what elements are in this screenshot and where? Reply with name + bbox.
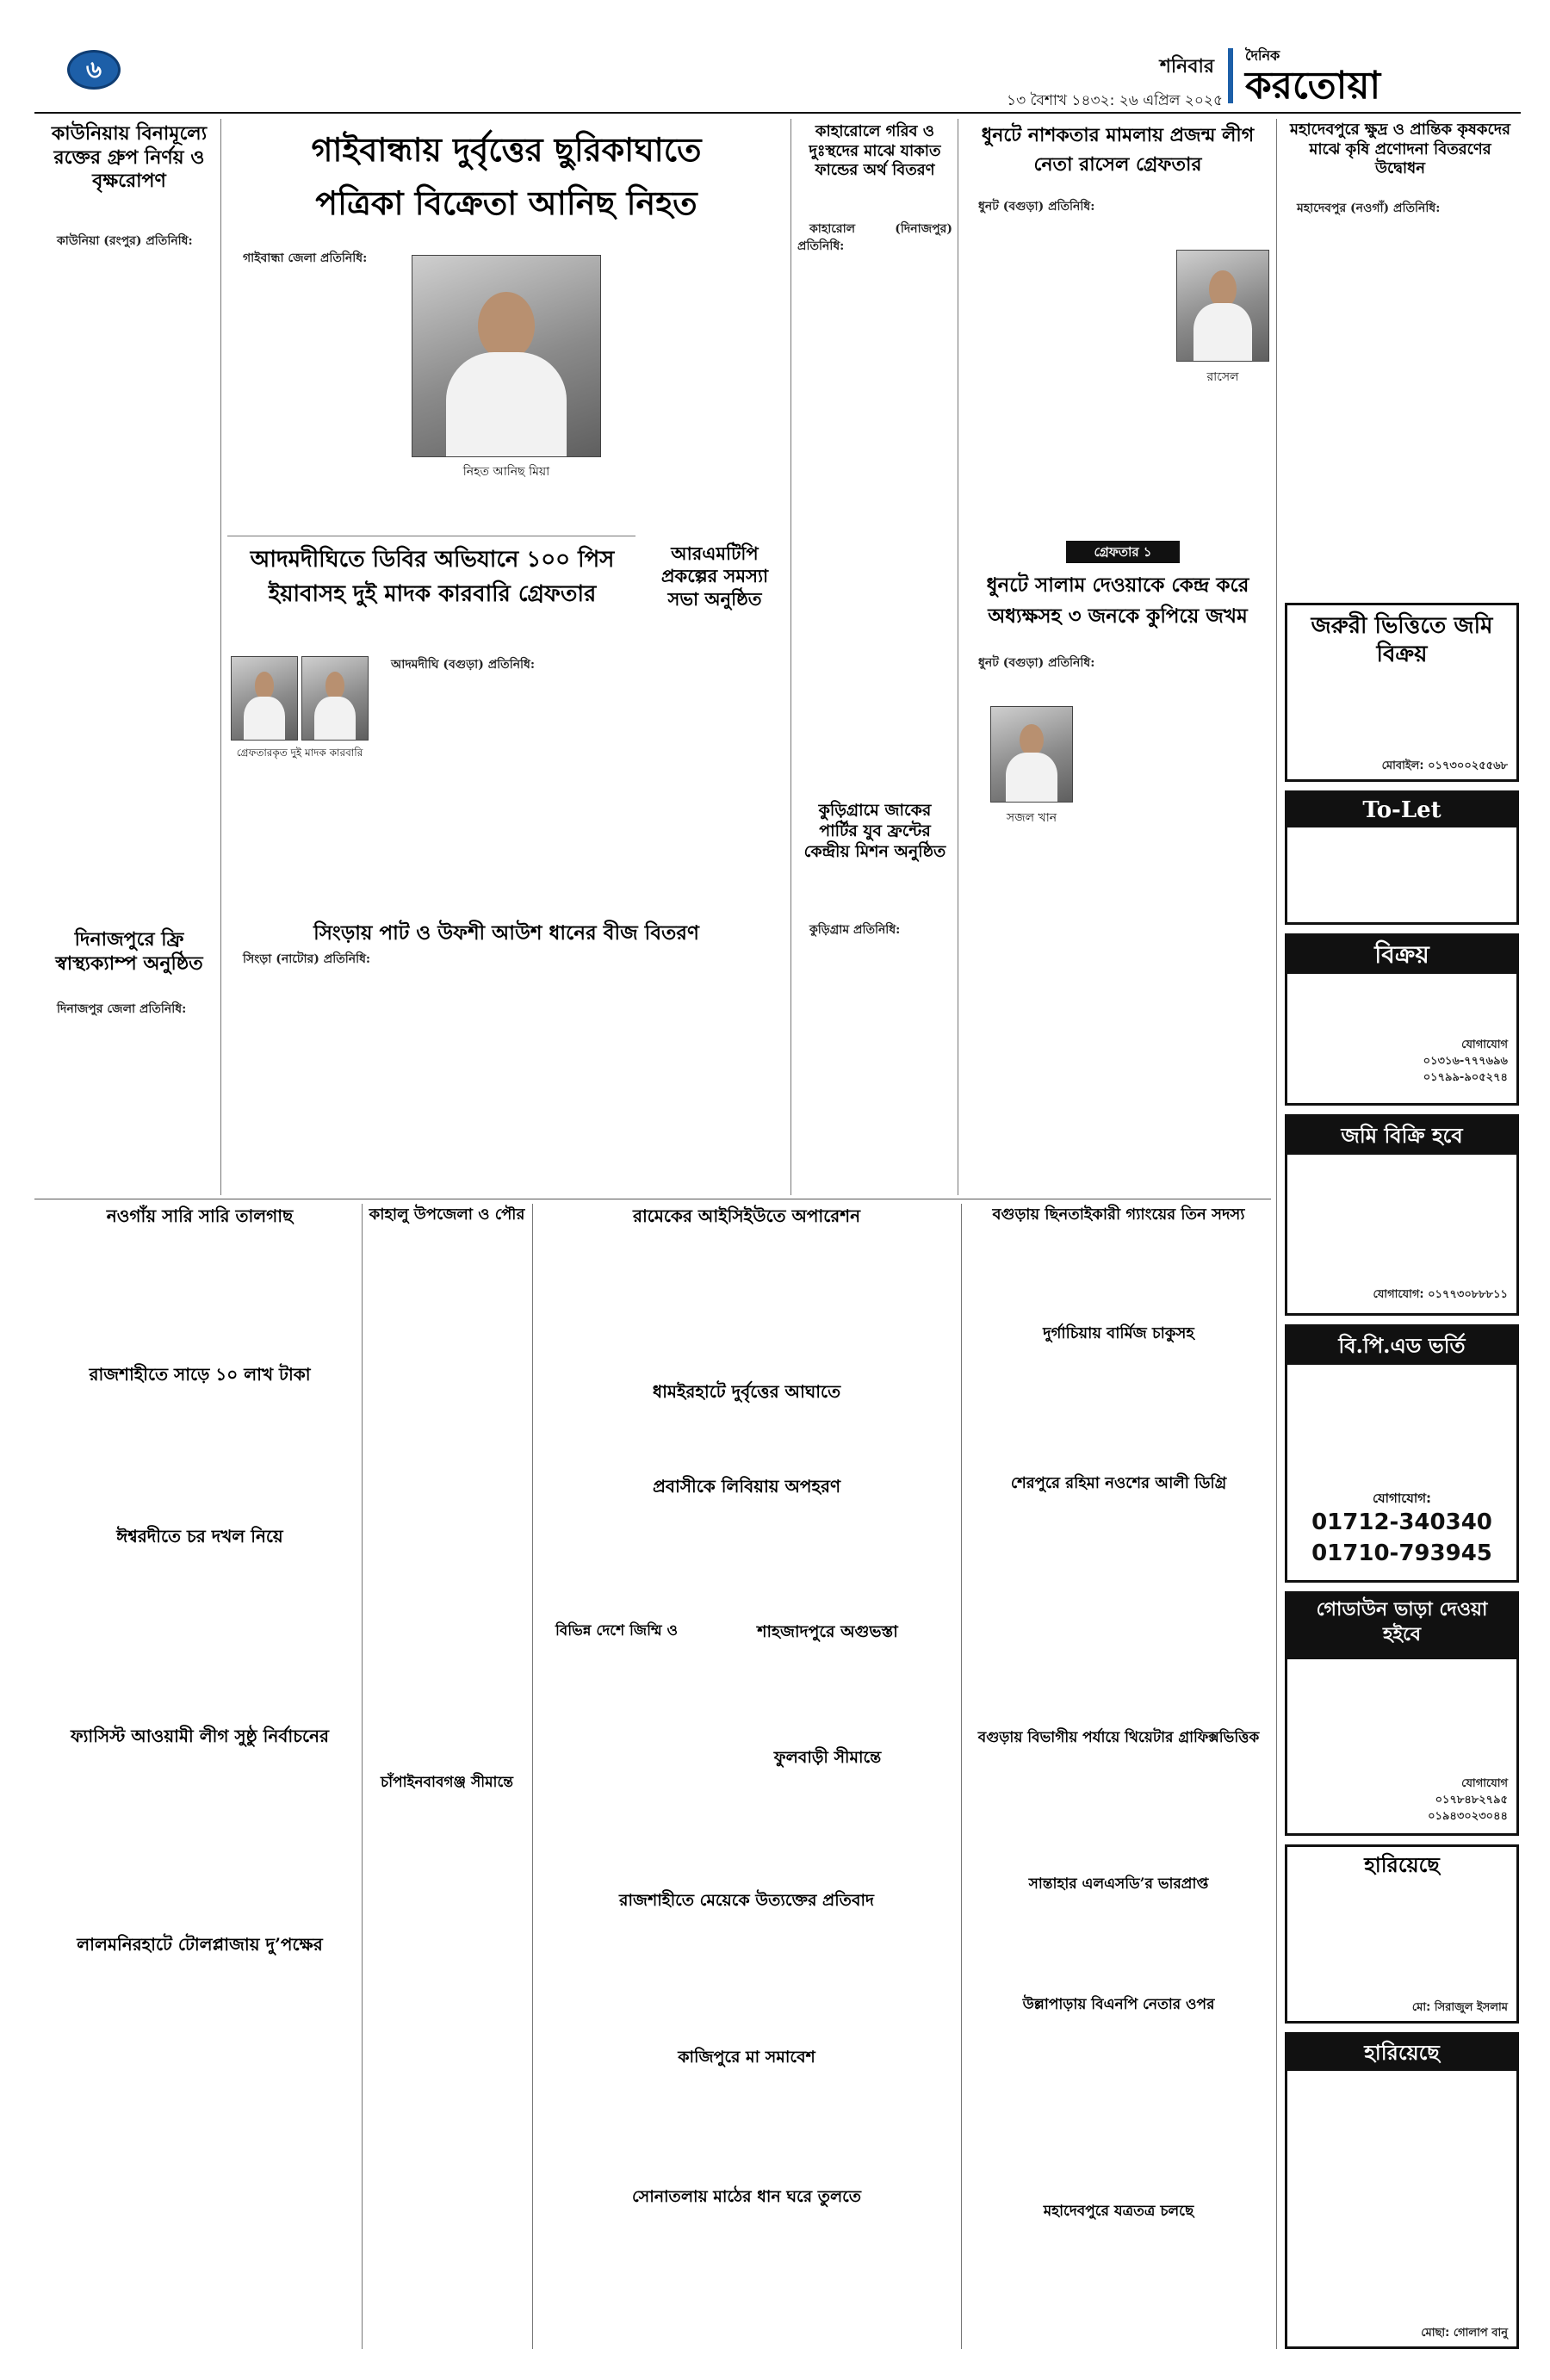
rajshahi-taka-body bbox=[45, 1393, 355, 1519]
ad-tolet-title: To-Let bbox=[1287, 793, 1516, 827]
lead-headline-line-1: গাইবান্ধায় দুর্বৃত্তের ছুরিকাঘাতে bbox=[311, 130, 702, 169]
fascist-headline: ফ্যাসিস্ট আওয়ামী লীগ সুষ্ঠু নির্বাচনের bbox=[71, 1726, 329, 1746]
fulbari-body bbox=[701, 1777, 954, 1886]
shahjadpur-headline: শাহজাদপুরে অগুভস্তা bbox=[757, 1622, 898, 1641]
kahalu-headline: কাহালু উপজেলা ও পৌর bbox=[369, 1205, 525, 1224]
ad-jomi-bikri-text bbox=[1296, 1162, 1508, 1282]
header-day: শনিবার bbox=[1159, 56, 1214, 77]
shahjadpur-body bbox=[701, 1652, 954, 1743]
dhunat-rasel-headline: ধুনটে নাশকতার মামলায় প্রজন্ম লীগ নেতা রাসেল গ্রেফতার bbox=[981, 124, 1255, 177]
naogaon-tal-body bbox=[45, 1235, 355, 1355]
dhunat-salam-body-3 bbox=[966, 832, 1269, 1193]
bibhinna-headline: বিভিন্ন দেশে জিম্মি ও bbox=[555, 1622, 679, 1639]
kazipur-body bbox=[539, 2077, 954, 2180]
ullapara-body bbox=[968, 2024, 1269, 2196]
ad-jomi-bikri bbox=[1285, 1114, 1519, 1316]
kurigram-headline: কুড়িগ্রামে জাকের পার্টির যুব ফ্রন্টের কেন্দ্রীয় মিশন অনুষ্ঠিত bbox=[803, 801, 946, 861]
ad-bped-phone-1: 01712-340340 bbox=[1311, 1509, 1492, 1535]
sherpur-headline: শেরপুরে রহিমা নওশের আলী ডিগ্রি bbox=[1010, 1474, 1227, 1492]
rmtp-headline: আরএমটিপি প্রকল্পের সমস্যা সভা অনুষ্ঠিত bbox=[660, 542, 769, 610]
ullapara-headline: উল্লাপাড়ায় বিএনপি নেতার ওপর bbox=[1022, 1996, 1215, 2013]
adamdighi-headline: আদমদীঘিতে ডিবির অভিযানে ১০০ পিস ইয়াবাসহ দুই মাদক কারবারি গ্রেফতার bbox=[250, 547, 615, 608]
singra-body: সিংড়া (নাটোর) প্রতিনিধি: bbox=[243, 952, 371, 966]
ad-bikroy-contact: যোগাযোগ ০১৩১৬-৭৭৭৬৯৬ ০১৭৯৯-৯০৫২৭৪ bbox=[1423, 1038, 1508, 1084]
ad-bikroy-text bbox=[1296, 981, 1508, 1032]
ishwardi-body bbox=[45, 1555, 355, 1720]
singra-headline: সিংড়ায় পাট ও উফশী আউশ ধানের বীজ বিতরণ bbox=[313, 921, 699, 945]
ad-jomi-kroy-title: জরুরী ভিত্তিতে জমি বিক্রয় bbox=[1311, 613, 1493, 667]
ad-harieche-1 bbox=[1285, 1844, 1519, 2024]
theatre-headline: বগুড়ায় বিভাগীয় পর্যায়ে থিয়েটার গ্রাফিক্সভিত্তিক bbox=[977, 1729, 1260, 1746]
bibhinna-body bbox=[539, 1667, 694, 1822]
column-rule bbox=[532, 1204, 533, 2349]
durpachia-headline: দুর্গাচিয়ায় বার্মিজ চাকুসহ bbox=[1043, 1324, 1194, 1342]
column-rule bbox=[790, 119, 791, 1195]
adamdighi-caption: গ্রেফতারকৃত দুই মাদক কারবারি bbox=[236, 747, 363, 759]
ad-godown-text bbox=[1296, 1668, 1508, 1771]
chhintai-headline: বগুড়ায় ছিনতাইকারী গ্যাংয়ের তিন সদস্য bbox=[992, 1205, 1245, 1224]
lalmonirhat-headline: লালমনিরহাটে টোলপ্লাজায় দু’পক্ষের bbox=[77, 1934, 323, 1955]
kahalu-body bbox=[369, 1235, 525, 1769]
ad-bikroy bbox=[1285, 933, 1519, 1106]
ad-harieche-1-signer: মো: সিরাজুল ইসলাম bbox=[1411, 2001, 1508, 2014]
rmtp-body bbox=[646, 635, 784, 799]
ad-godown bbox=[1285, 1591, 1519, 1836]
zakat-body: কাহারোল (দিনাজপুর) প্রতিনিধি: bbox=[797, 222, 952, 254]
ramek-body bbox=[539, 1235, 954, 1374]
adamdighi-body-2 bbox=[231, 766, 374, 914]
lalmonirhat-body bbox=[45, 1963, 355, 2349]
mohadebpur-body: মহাদেবপুর (নওগাঁ) প্রতিনিধি: bbox=[1297, 201, 1441, 215]
lead-body-left: গাইবান্ধা জেলা প্রতিনিধি: bbox=[243, 251, 368, 265]
ad-jomi-bikri-title: জমি বিক্রি হবে bbox=[1287, 1117, 1516, 1155]
ad-harieche-1-title: হারিয়েছে bbox=[1364, 1852, 1440, 1877]
ad-jomi-kroy-contact: মোবাইল: ০১৭৩০০২৫৫৬৮ bbox=[1381, 759, 1508, 772]
rajshahi-meye-headline: রাজশাহীতে মেয়েকে উত্যক্তের প্রতিবাদ bbox=[619, 1891, 874, 1910]
brand-small: দৈনিক bbox=[1245, 47, 1280, 64]
adamdighi-photo-1 bbox=[231, 656, 298, 741]
theatre-body bbox=[968, 1757, 1269, 1869]
durpachia-body bbox=[968, 1354, 1269, 1467]
dhamoirhat-headline: ধামইরহাটে দুর্বৃত্তের আঘাতে bbox=[652, 1381, 841, 1402]
rasel-photo bbox=[1176, 250, 1269, 362]
lead-photo bbox=[412, 255, 601, 457]
header-date: ১৩ বৈশাখ ১৪৩২: ২৬ এপ্রিল ২০২৫ bbox=[1007, 92, 1223, 109]
ad-harieche-2 bbox=[1285, 2032, 1519, 2349]
adamdighi-body: আদমদীঘি (বগুড়া) প্রতিনিধি: bbox=[391, 658, 536, 672]
chapai-body bbox=[369, 1820, 525, 2349]
probashi-body bbox=[539, 1505, 954, 1615]
mohadebpur-jantra-body bbox=[968, 2230, 1269, 2349]
fascist-body bbox=[45, 1755, 355, 1927]
dinajpur-body: দিনাজপুর জেলা প্রতিনিধি: bbox=[57, 1002, 187, 1016]
ad-harieche-2-signer: মোছা: গোলাপ বানু bbox=[1421, 2327, 1508, 2340]
ad-tolet-text bbox=[1296, 834, 1508, 920]
column-rule bbox=[220, 119, 221, 1195]
ad-harieche-2-text bbox=[1296, 2078, 1508, 2319]
santahar-body bbox=[968, 1903, 1269, 1989]
ad-godown-title: গোডাউন ভাড়া দেওয়া হইবে bbox=[1287, 1594, 1516, 1659]
kurigram-body: কুড়িগ্রাম প্রতিনিধি: bbox=[809, 923, 901, 937]
page-number-badge: ৬ bbox=[67, 50, 121, 90]
dhunat-salam-headline: ধুনটে সালাম দেওয়াকে কেন্দ্র করে অধ্যক্ষসহ ৩ জনকে কুপিয়ে জখম bbox=[986, 573, 1249, 628]
fulbari-headline: ফুলবাড়ী সীমান্তে bbox=[773, 1748, 882, 1767]
adamdighi-photo-2 bbox=[301, 656, 369, 741]
ad-godown-contact: যোগাযোগ ০১৭৮৪৮২৭৯৫ ০১৯৪৩০২৩০৪৪ bbox=[1428, 1777, 1508, 1823]
ad-harieche-1-text bbox=[1296, 1885, 1508, 1995]
rasel-caption: রাসেল bbox=[1206, 370, 1239, 384]
ad-bped-text bbox=[1296, 1372, 1508, 1484]
ad-jomi-bikri-contact: যোগাযোগ: ০১৭৭৩০৮৮৮১১ bbox=[1373, 1288, 1508, 1301]
naogaon-tal-headline: নওগাঁয় সারি সারি তালগাছ bbox=[106, 1205, 294, 1226]
ishwardi-headline: ঈশ্বরদীতে চর দখল নিয়ে bbox=[116, 1526, 283, 1546]
header-divider-bar bbox=[1228, 48, 1233, 103]
column-rule bbox=[362, 1204, 363, 2349]
sonatola-headline: সোনাতলায় মাঠের ধান ঘরে তুলতে bbox=[631, 2187, 862, 2206]
sonatola-body bbox=[539, 2216, 954, 2349]
lead-headline-line-2: পত্রিকা বিক্রেতা আনিছ নিহত bbox=[315, 183, 698, 222]
rajshahi-meye-body bbox=[539, 1920, 954, 2041]
ad-bikroy-title: বিক্রয় bbox=[1287, 936, 1516, 974]
sajol-photo bbox=[990, 706, 1073, 803]
chhintai-body bbox=[968, 1235, 1269, 1317]
dhunat-rasel-body-2 bbox=[966, 387, 1269, 534]
dhunat-salam-body-1: ধুনট (বগুড়া) প্রতিনিধি: bbox=[978, 656, 1095, 670]
ad-tolet bbox=[1285, 790, 1519, 925]
kazipur-headline: কাজিপুরে মা সমাবেশ bbox=[678, 2048, 815, 2067]
ad-bped bbox=[1285, 1324, 1519, 1583]
mohadebpur-headline: মহাদেবপুরে ক্ষুদ্র ও প্রান্তিক কৃষকদের মাঝে কৃষি প্রণোদনা বিতরণের উদ্বোধন bbox=[1289, 121, 1511, 177]
kawniya-headline: কাউনিয়ায় বিনামূল্যে রক্তের গ্রুপ নির্ণয় ও বৃক্ষরোপণ bbox=[51, 122, 208, 192]
brand-logo: করতোয়া bbox=[1245, 64, 1381, 108]
chapai-headline: চাঁপাইনবাবগঞ্জ সীমান্তে bbox=[380, 1774, 513, 1791]
arrest-badge: গ্রেফতার ১ bbox=[1066, 541, 1180, 563]
probashi-headline: প্রবাসীকে লিবিয়ায় অপহরণ bbox=[652, 1476, 841, 1497]
dinajpur-headline: দিনাজপুরে ফ্রি স্বাস্থ্যক্যাম্প অনুষ্ঠিত bbox=[55, 928, 203, 975]
header-rule bbox=[34, 112, 1521, 114]
kawniya-body: কাউনিয়া (রংপুর) প্রতিনিধি: bbox=[57, 234, 193, 248]
ad-bped-title: বি.পি.এড ভর্তি bbox=[1287, 1327, 1516, 1365]
column-rule bbox=[1276, 119, 1277, 2349]
ramek-headline: রামেকের আইসিইউতে অপারেশন bbox=[632, 1205, 861, 1226]
sherpur-body bbox=[968, 1503, 1269, 1722]
zakat-headline: কাহারোলে গরিব ও দুঃস্থদের মাঝে যাকাত ফান্ডের অর্থ বিতরণ bbox=[809, 122, 941, 179]
dhunat-rasel-body: ধুনট (বগুড়া) প্রতিনিধি: bbox=[978, 200, 1095, 214]
ad-harieche-2-title: হারিয়েছে bbox=[1287, 2035, 1516, 2071]
dhunat-salam-body-2 bbox=[1171, 654, 1269, 827]
lead-photo-caption: নিহত আনিছ মিয়া bbox=[462, 465, 550, 479]
column-rule bbox=[961, 1204, 962, 2349]
ad-jomi-kroy-text bbox=[1296, 685, 1508, 753]
ad-jomi-kroy bbox=[1285, 603, 1519, 782]
ad-bped-contact-label: যোগাযোগ: bbox=[1372, 1491, 1432, 1506]
santahar-headline: সান্তাহার এলএসডি’র ভারপ্রাপ্ত bbox=[1028, 1875, 1209, 1893]
rajshahi-taka-headline: রাজশাহীতে সাড়ে ১০ লাখ টাকা bbox=[89, 1364, 311, 1385]
mohadebpur-jantra-headline: মহাদেবপুরে যত্রতত্র চলছে bbox=[1043, 2203, 1194, 2220]
dhamoirhat-body bbox=[539, 1410, 954, 1469]
ad-bped-phone-2: 01710-793945 bbox=[1311, 1540, 1492, 1566]
sajol-caption: সজল খান bbox=[1006, 811, 1057, 825]
